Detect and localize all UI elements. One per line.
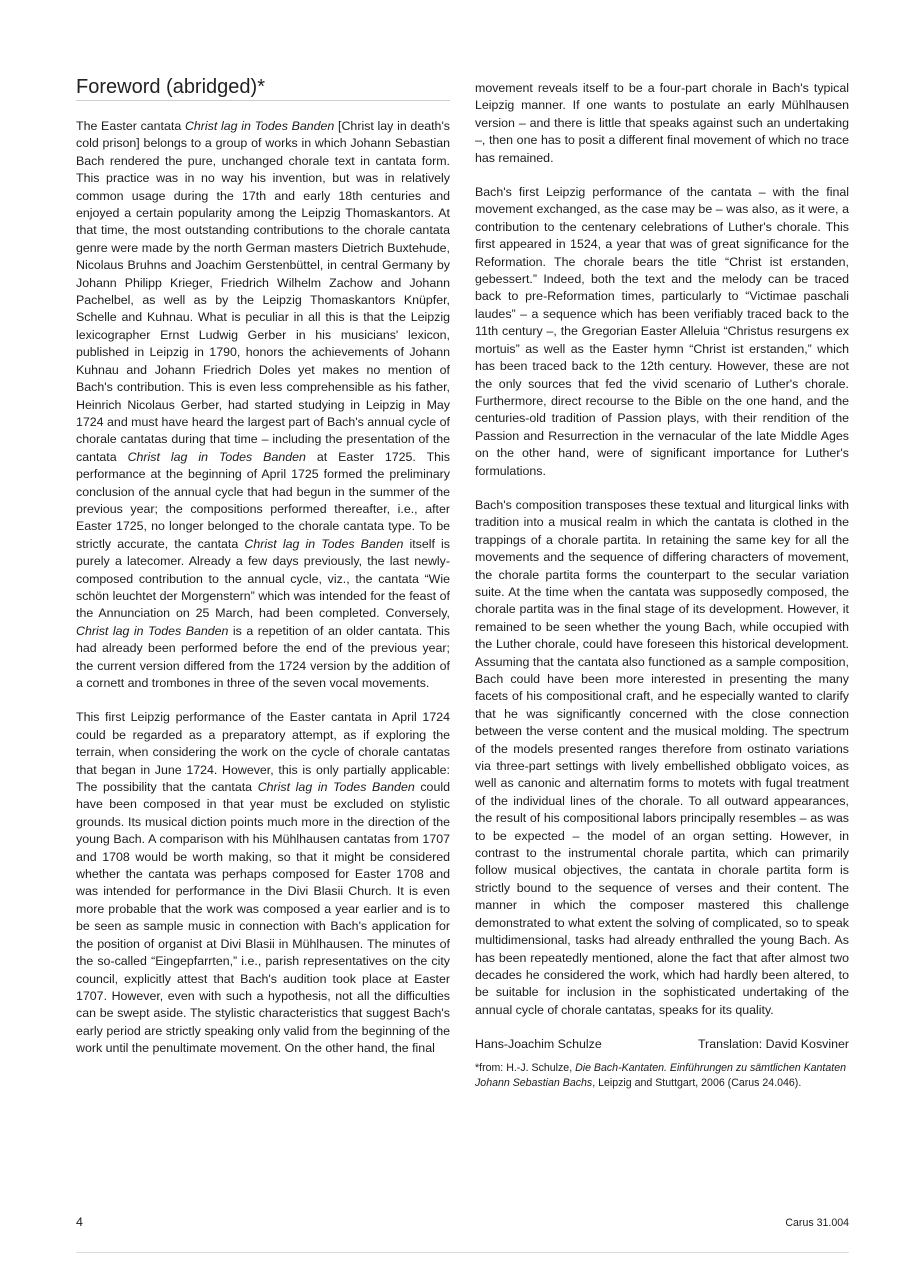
text-run: The Easter cantata [76,119,185,133]
italic-title: Christ lag in Todes Banden [127,449,306,464]
paragraph: movement reveals itself to be a four-part chorale in Bach's typical Leipzig manner. If one wants to postulate an early Mühlhausen version – and there is little that speaks against such an undertaking –, then one has to posit a different final movement of which no trace has remained. [475,81,849,165]
italic-title: Christ lag in Todes Banden [76,623,229,638]
signature-line [475,1036,849,1053]
text-run: at Easter 1725. This performance at the beginning of April 1725 formed the preliminary conclusion of the annual cycle that had begun in the summer of the previous year; the compositions performed thereafter, i.e., after Easter 1725, no longer belonged to the chorale cantata type. To be strictly accurate, the cantata [76,449,450,551]
paragraph: Bach's composition transposes these textual and liturgical links with tradition into a musical realm in which the cantata is clothed in the trappings of a chorale partita. In retaining the same key for all the movements and the sequence of differing characters of movement, the chorale partita forms the counterpart to the secular variation suite. At the time when the cantata was supposedly composed, the chorale partita was in the final stage of its development. However, it remained to be seen whether the young Bach, while occupied with the Luther chorale, could have foreseen this historical development. Assuming that the cantata also functioned as a sample composition, Bach could have been more interested in presenting the many facets of his compositional craft, and he especially wanted to clarify that he was significantly concerned with the close connection between the verse content and the musical molding. The spectrum of the models presented ranges therefore from ostinato variations via three-part settings with lively embellished obbligato voices, as well as canonic and alternatim forms to motets with fugal treatment of the individual lines of the chorale. To all outward appearances, the result of his compositional labors principally resembles – as was to be expected – the model of an organ setting. However, in contrast to the instrumental chorale partita, which can primarily follow musical objectives, the cantata in chorale partita form is strictly bound to the sequence of verses and their content. The manner in which the composer mastered this challenge demonstrated to what extent the solving of complicated, so to speak multidimensional, tasks had already enthralled the young Bach. As has been repeatedly mentioned, alone the fact that after almost two decades he considered the work, which had hardly been altered, to be suitable for inclusion in the sophisticated undertaking of the annual cycle of chorale cantatas, speaks for its quality. [475,497,849,1017]
right-column [475,80,849,1108]
text-run: This first Leipzig performance of the Easter cantata in April 1724 could be regarded as a preparatory attempt, as if exploring the terrain, when considering the work on the cycle of chorale cantatas that began in June 1724. However, this is only partially applicable: The possibility that the cantata [76,710,450,795]
text-run: [Christ lay in death's cold prison] belongs to a group of works in which Johann Sebastian Bach rendered the pure, unchanged chorale text in cantata form. This practice was in no way his invention, but was in relatively common usage during the 17th and early 18th centuries and enjoyed a certain popularity among the Leipzig Thomaskantors. At that time, the most outstanding contributions to the chorale cantata genre were made by the north German masters Dietrich Buxtehude, Nicolaus Bruhns and Joachim Gerstenbüttel, in central Germany by Johann Philipp Krieger, Friedrich Wilhelm Zachow and Johann Pachelbel, as well as by the Leipzig Thomaskantors Knüpfer, Schelle and Kuhnau. What is peculiar in all this is that the Leipzig lexicographer Ernst Ludwig Gerber in his musicians' lexicon, published in Leipzig in 1790, honors the achievements of Johann Kuhnau and Johann Friedrich Doles yet makes no mention of Bach's contribution. This is even less comprehensible as his father, Heinrich Nicolaus Gerber, had started studying in Leipzig in May 1724 and must have heard the largest part of Bach's annual cycle of chorale cantatas during that time – including the presentation of the cantata [76,119,451,464]
footnote [475,1061,849,1091]
footer-divider [76,1252,849,1253]
page-number: 4 [76,1215,83,1229]
text-run: could have been composed in that year must be excluded on stylistic grounds. Its musical diction points much more in the direction of the young Bach. A comparison with his Mühlhausen cantatas from 1707 and 1708 would be worth making, so that it might be considered whether the cantata was perhaps composed for Easter 1708 and was intended for performance in the Divi Blasii Church. It is even more probable that the work was composed a year earlier and is to be seen as sample music in connection with Bach's application for the position of organist at Divi Blasii in Mühlhausen. The minutes of the so-called “Eingepfarrten,” i.e., parish representatives on the city council, explicitly attest that Bach's audition took place at Easter 1707. However, even with such a hypothesis, not all the difficulties can be swept aside. The stylistic characteristics that suggest Bach's early period are strictly speaking only valid from the beginning of the work until the penultimate movement. On the other hand, the final [76,780,450,1056]
text-run: *from: H.-J. Schulze, [475,1062,576,1075]
paragraph: Bach's first Leipzig performance of the cantata – with the final movement exchanged, as the case may be – was also, as it were, a contribution to the centenary celebrations of Luther's chorale. This first appeared in 1524, a year that was of great significance for the Reformation. The chorale bears the title “Christ ist erstanden, gebessert.” Indeed, both the text and the melody can be traced back to pre-Reformation times, particularly to “Victimae paschali laudes” – a sequence which has been verifiably traced back to the 11th century –, the Gregorian Easter Alleluia “Christus resurgens ex mortuis” as well as the Easter hymn “Christ ist erstanden,” which has been traced back to the 12th century. However, these are not the only sources that fed the vivid scenario of Luther's chorale. Furthermore, direct recourse to the Bible on the one hand, and the centuries-old tradition of Passion plays, with their rendition of the Passion and Resurrection in the vernacular of the late Middle Ages on the other hand, were of significant importance for Luther's formulations. [475,185,849,478]
text-run: , Leipzig and Stuttgart, 2006 (Carus 24.046). [592,1077,802,1090]
italic-title: Christ lag in Todes Banden [257,780,415,795]
text-run: itself is purely a latecomer. Already a few days previously, the last newly-composed contribution to the annual cycle, viz., the cantata “Wie schön leuchtet der Morgenstern” which was intended for the feast of the Annunciation on 25 March, had been completed. Conversely, [76,536,450,621]
translator-credit: Translation: David Kosviner [697,1037,849,1052]
italic-title: Die Bach-Kantaten. Einführungen zu sämtlichen Kantaten Johann Sebastian Bachs [475,1062,846,1090]
page-title: Foreword (abridged)* [76,74,450,101]
catalog-number: Carus 31.004 [785,1217,849,1229]
italic-title: Christ lag in Todes Banden [184,119,335,133]
text-run: is a repetition of an older cantata. This had already been performed before the end of the previous year; the current version differed from the 1724 version by the addition of a cornett and trombones in three of the seven vocal movements. [76,623,450,690]
author-name: Hans-Joachim Schulze [475,1037,602,1052]
paragraph [76,709,450,1057]
document-page [76,74,849,1255]
italic-title: Christ lag in Todes Banden [244,536,404,551]
left-column [76,118,450,1075]
paragraph [76,118,450,692]
